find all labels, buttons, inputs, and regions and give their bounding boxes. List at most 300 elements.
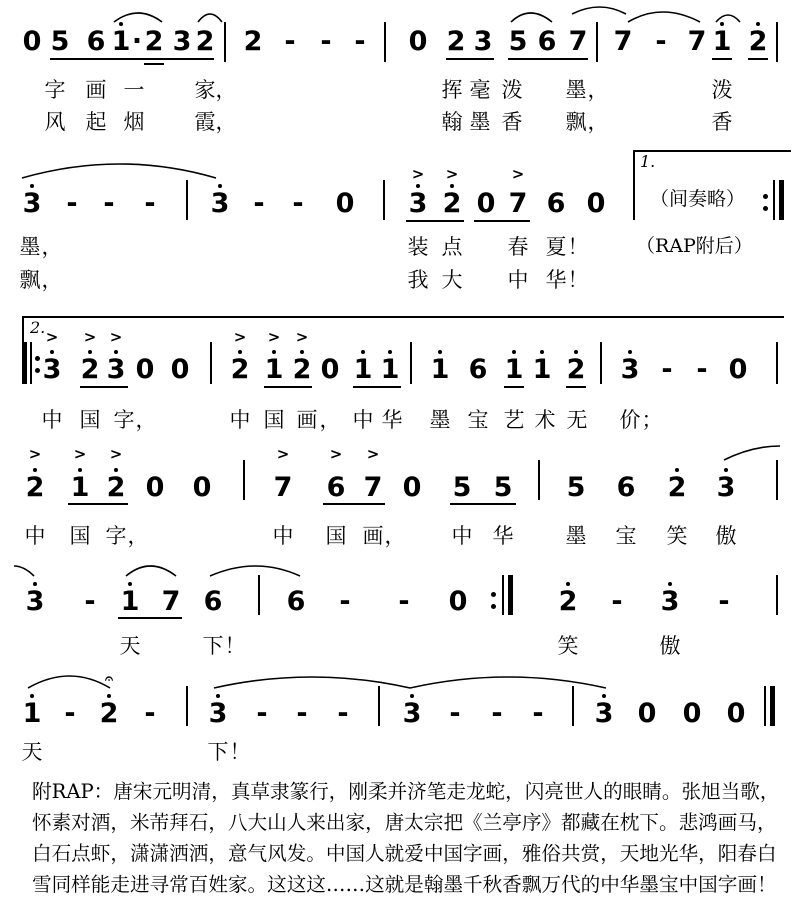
underline xyxy=(86,58,106,60)
barline xyxy=(502,575,504,615)
high-dot xyxy=(756,22,760,26)
barline xyxy=(224,22,226,62)
lyric: 字 xyxy=(113,408,135,432)
accent-mark: > xyxy=(109,445,123,463)
high-dot xyxy=(114,350,118,354)
final-barline xyxy=(779,180,784,220)
note: 0 xyxy=(448,586,468,617)
lyric: ， xyxy=(587,78,609,102)
accent-mark: > xyxy=(511,165,525,183)
note: 2 xyxy=(25,472,45,503)
slur xyxy=(410,677,606,688)
lyric: ， xyxy=(384,524,406,548)
underline xyxy=(446,58,494,60)
lyric: ！ xyxy=(224,634,246,658)
high-dot xyxy=(33,468,37,472)
dash: - xyxy=(256,698,268,729)
lyric: ； xyxy=(641,408,663,432)
dash: - xyxy=(253,188,265,219)
lyric: 风 xyxy=(44,110,66,134)
lyric: 春 xyxy=(507,235,529,259)
note: 7 xyxy=(568,26,588,57)
note: 7 xyxy=(161,586,181,617)
high-dot xyxy=(50,350,54,354)
high-dot xyxy=(218,184,222,188)
slur xyxy=(14,566,34,576)
lyric: ！ xyxy=(567,268,589,292)
lyric: 大 xyxy=(441,268,463,292)
dash: - xyxy=(284,26,296,57)
dash: - xyxy=(84,586,96,617)
high-dot xyxy=(128,582,132,586)
accent-mark: > xyxy=(295,328,309,346)
dash: - xyxy=(661,354,673,385)
lyric: 我 xyxy=(407,268,429,292)
note: 0 xyxy=(170,354,190,385)
lyric: 天 xyxy=(119,634,141,658)
barline xyxy=(633,150,635,220)
rap-text xyxy=(32,776,792,900)
rap-body: 唐宋元明清，真草隶篆行，刚柔并济笔走龙蛇，闪亮世人的眼睛。张旭当歌，怀素对酒，米芾拜石，八大山人来出家，唐太宗把《兰亭序》都藏在枕下。悲鸿画马，白石点虾，潇潇洒洒，意气风发。中国人就爱中国字画，雅俗共赏，天地光华，阳春白雪同样能走进寻常百姓家。这这这……这就是翰墨千秋香飘万代的中华墨宝中国字画！ xyxy=(32,780,780,896)
barline xyxy=(776,342,778,384)
barline xyxy=(773,180,775,220)
note: 2 xyxy=(446,26,466,57)
accent-mark: > xyxy=(28,445,42,463)
end-repeat-bar xyxy=(508,575,513,615)
accent-mark: > xyxy=(109,328,123,346)
lyric: 艺 xyxy=(503,408,525,432)
accent-mark: > xyxy=(233,328,247,346)
note: 6 xyxy=(326,472,346,503)
high-dot xyxy=(238,350,242,354)
high-dot xyxy=(107,694,111,698)
high-dot xyxy=(114,468,118,472)
lyric: 国 xyxy=(263,408,285,432)
underline xyxy=(450,503,516,505)
high-dot xyxy=(668,582,672,586)
note: 5 xyxy=(566,472,586,503)
slur xyxy=(572,7,626,14)
lyric: 华 xyxy=(492,524,514,548)
dash: - xyxy=(611,586,623,617)
accent-mark: > xyxy=(45,328,59,346)
lyric: 下 xyxy=(207,740,229,764)
note: 1 xyxy=(22,698,42,729)
lyric: 字 xyxy=(105,524,127,548)
lyric: 下 xyxy=(202,634,224,658)
note: 0 xyxy=(320,354,340,385)
lyric: ， xyxy=(135,408,157,432)
dash: - xyxy=(320,26,332,57)
lyric: 笑 xyxy=(666,524,688,548)
lyric: 中 xyxy=(352,408,374,432)
accent-mark: > xyxy=(366,445,380,463)
high-dot xyxy=(216,694,220,698)
lyric: 笑 xyxy=(557,634,579,658)
note: 5 xyxy=(508,26,528,57)
lyric: 飘 xyxy=(565,110,587,134)
lyric: 起 xyxy=(85,110,107,134)
lyric: 宝 xyxy=(467,408,489,432)
high-dot xyxy=(416,184,420,188)
note: 0 xyxy=(728,354,748,385)
high-dot xyxy=(566,582,570,586)
dash: - xyxy=(144,188,156,219)
note: 3 xyxy=(408,188,428,219)
note: 1 xyxy=(380,354,400,385)
dash: - xyxy=(144,698,156,729)
underline xyxy=(504,386,524,388)
note: 0 xyxy=(192,472,212,503)
dash: - xyxy=(337,698,349,729)
high-dot xyxy=(300,350,304,354)
accent-mark: > xyxy=(411,165,425,183)
lyric: 墨 xyxy=(565,524,587,548)
high-dot xyxy=(388,350,392,354)
note: 7 xyxy=(687,26,707,57)
lyric: ， xyxy=(41,268,63,292)
high-dot xyxy=(720,22,724,26)
barline xyxy=(776,460,778,500)
note: 2 xyxy=(99,698,119,729)
note: 3 xyxy=(25,586,45,617)
lyric: 霞 xyxy=(194,110,216,134)
note: 3 xyxy=(473,26,493,57)
note: 5 xyxy=(493,472,513,503)
lyric: 墨 xyxy=(19,235,41,259)
barline xyxy=(572,686,574,726)
note: 2 xyxy=(748,26,768,57)
underline xyxy=(264,386,312,388)
note: 3 xyxy=(106,354,126,385)
lyric: 中 xyxy=(451,524,473,548)
lyric: 字 xyxy=(44,78,66,102)
note: 6 xyxy=(468,354,488,385)
volta-label: 1. xyxy=(640,152,656,171)
lyric: 国 xyxy=(79,408,101,432)
note: 2 xyxy=(292,354,312,385)
underline xyxy=(144,63,164,65)
note: 0 xyxy=(402,472,422,503)
high-dot xyxy=(628,350,632,354)
final-barline xyxy=(770,686,775,726)
slur xyxy=(511,13,552,22)
dash: - xyxy=(696,354,708,385)
dash: - xyxy=(292,188,304,219)
lyric: 中 xyxy=(24,524,46,548)
note: 7 xyxy=(363,472,383,503)
barline xyxy=(378,686,380,726)
barline xyxy=(30,342,32,384)
note: 0 xyxy=(335,188,355,219)
accent-mark: > xyxy=(267,328,281,346)
note: 6 xyxy=(286,586,306,617)
barline xyxy=(410,342,412,384)
note: 2 xyxy=(566,354,586,385)
fermata-icon: 𝄐 xyxy=(105,671,113,687)
high-dot xyxy=(272,350,276,354)
dash: - xyxy=(339,586,351,617)
note: 1 xyxy=(532,354,552,385)
high-dot xyxy=(724,468,728,472)
barline xyxy=(764,686,766,726)
repeat-dot xyxy=(491,592,496,597)
lyric: 无 xyxy=(566,408,588,432)
note: 1 xyxy=(712,26,732,57)
dash: - xyxy=(64,698,76,729)
volta-label: 2. xyxy=(30,318,46,337)
high-dot xyxy=(512,350,516,354)
note: 3 xyxy=(22,188,42,219)
lyric: 天 xyxy=(21,740,43,764)
lyric: 国 xyxy=(69,524,91,548)
lyric: 毫 xyxy=(469,78,491,102)
lyric: 翰 xyxy=(441,110,463,134)
note: 3 xyxy=(172,26,192,57)
note: 3 xyxy=(594,698,614,729)
accent-mark: > xyxy=(445,165,459,183)
note: 3 xyxy=(402,698,422,729)
accent-mark: > xyxy=(73,445,87,463)
underline xyxy=(748,58,768,60)
underline xyxy=(118,617,182,619)
slur xyxy=(210,566,300,576)
note: 3 xyxy=(716,472,736,503)
lyric: 一 xyxy=(123,78,145,102)
dash: - xyxy=(532,698,544,729)
accent-mark: > xyxy=(276,445,290,463)
note: 1 xyxy=(264,354,284,385)
note: 3 xyxy=(210,188,230,219)
note: 0 xyxy=(637,698,657,729)
barline xyxy=(596,22,598,62)
high-dot xyxy=(410,694,414,698)
note: 0 xyxy=(408,26,428,57)
lyric: 中 xyxy=(272,524,294,548)
lyric: 傲 xyxy=(659,634,681,658)
lyric: 烟 xyxy=(123,110,145,134)
high-dot xyxy=(78,468,82,472)
note: 1 xyxy=(504,354,524,385)
note: 3 xyxy=(660,586,680,617)
underline xyxy=(508,58,588,60)
slur xyxy=(716,15,740,22)
lyric: ， xyxy=(215,110,237,134)
lyric: 飘 xyxy=(19,268,41,292)
lyric: 画 xyxy=(85,78,107,102)
note-dot: · xyxy=(131,26,143,57)
note: 0 xyxy=(145,472,165,503)
note: 3 xyxy=(42,354,62,385)
dash: - xyxy=(655,26,667,57)
dash: - xyxy=(296,698,308,729)
note: 6 xyxy=(86,26,106,57)
note: 0 xyxy=(22,26,42,57)
note: 7 xyxy=(273,472,293,503)
note: 6 xyxy=(537,26,557,57)
barline xyxy=(243,460,245,500)
lyric: 术 xyxy=(534,408,556,432)
accent-mark: > xyxy=(83,328,97,346)
note: 2 xyxy=(558,586,578,617)
lyric: ， xyxy=(319,408,341,432)
note: 2 xyxy=(80,354,100,385)
volta-bracket xyxy=(633,150,791,152)
repeat-dot xyxy=(763,194,768,199)
note: 7 xyxy=(508,188,528,219)
lyric: 华 xyxy=(545,268,567,292)
note: 1 xyxy=(353,354,373,385)
note: 2 xyxy=(230,354,250,385)
underline xyxy=(68,503,128,505)
lyric: 香 xyxy=(501,110,523,134)
note: 0 xyxy=(135,354,155,385)
lyric: 墨 xyxy=(469,110,491,134)
slur xyxy=(126,566,176,576)
lyric: 价 xyxy=(619,408,641,432)
underline xyxy=(353,386,401,388)
slur xyxy=(22,164,216,178)
lyric: 点 xyxy=(441,235,463,259)
note: 6 xyxy=(203,586,223,617)
lyric: 装 xyxy=(407,235,429,259)
barline xyxy=(186,686,188,726)
slur xyxy=(198,14,222,22)
note: 5 xyxy=(452,472,472,503)
note: 1 xyxy=(70,472,90,503)
barline xyxy=(600,342,602,384)
repeat-dot xyxy=(35,356,40,361)
note: 2 xyxy=(106,472,126,503)
high-dot xyxy=(450,184,454,188)
note: 2 xyxy=(195,26,215,57)
lyric: ， xyxy=(215,78,237,102)
high-dot xyxy=(438,350,442,354)
start-repeat-bar xyxy=(22,342,27,384)
note: 1 xyxy=(120,586,140,617)
lyric: 墨 xyxy=(565,78,587,102)
note: 6 xyxy=(546,188,566,219)
dash: - xyxy=(103,188,115,219)
lyric: 泼 xyxy=(711,78,733,102)
lyric: 中 xyxy=(41,408,63,432)
note: 5 xyxy=(50,26,70,57)
underline xyxy=(474,220,530,222)
lyric: 泼 xyxy=(501,78,523,102)
barline xyxy=(186,180,188,220)
barline xyxy=(384,22,386,62)
note: 2 xyxy=(243,26,263,57)
lyric: 中 xyxy=(507,268,529,292)
lyric: 挥 xyxy=(441,78,463,102)
note: 0 xyxy=(586,188,606,219)
lyric: ， xyxy=(587,110,609,134)
note: 3 xyxy=(620,354,640,385)
high-dot xyxy=(33,582,37,586)
note: 3 xyxy=(208,698,228,729)
dash: - xyxy=(449,698,461,729)
note: 7 xyxy=(613,26,633,57)
lyric: 华 xyxy=(381,408,403,432)
high-dot xyxy=(30,694,34,698)
lyric: ！ xyxy=(567,235,589,259)
repeat-dot xyxy=(35,368,40,373)
underline xyxy=(172,58,214,60)
note: 0 xyxy=(682,698,702,729)
lyric: 香 xyxy=(711,110,733,134)
barline xyxy=(258,575,260,615)
note: 6 xyxy=(616,472,636,503)
lyric: 国 xyxy=(325,524,347,548)
slur xyxy=(724,446,780,460)
high-dot xyxy=(574,350,578,354)
underline xyxy=(406,220,464,222)
slur xyxy=(628,12,700,22)
note: 1 xyxy=(430,354,450,385)
high-dot xyxy=(540,350,544,354)
high-dot xyxy=(30,184,34,188)
underline xyxy=(566,386,586,388)
note: 2 xyxy=(667,472,687,503)
high-dot xyxy=(88,350,92,354)
dash: - xyxy=(491,698,503,729)
note: 0 xyxy=(476,188,496,219)
lyric: 傲 xyxy=(715,524,737,548)
lyric: ！ xyxy=(229,740,251,764)
note: 0 xyxy=(726,698,746,729)
lyric: 画 xyxy=(362,524,384,548)
dash: - xyxy=(66,188,78,219)
dash: - xyxy=(718,586,730,617)
high-dot xyxy=(602,694,606,698)
high-dot xyxy=(119,22,123,26)
lyric: 墨 xyxy=(429,408,451,432)
note: 1 xyxy=(111,26,131,57)
high-dot xyxy=(361,350,365,354)
lyric: ， xyxy=(127,524,149,548)
barline xyxy=(210,342,212,384)
dash: - xyxy=(354,26,366,57)
barline xyxy=(383,180,385,220)
note: 2 xyxy=(442,188,462,219)
slur xyxy=(114,13,162,22)
high-dot xyxy=(675,468,679,472)
lyric: 夏 xyxy=(545,235,567,259)
repeat-dot xyxy=(491,604,496,609)
lyric-note: （RAP附后） xyxy=(636,235,753,257)
interlude-note: （间奏略） xyxy=(650,188,746,210)
underline xyxy=(712,58,732,60)
underline xyxy=(323,503,385,505)
dash: - xyxy=(398,586,410,617)
lyric: 画 xyxy=(296,408,318,432)
lyric: 宝 xyxy=(615,524,637,548)
slur xyxy=(28,676,110,688)
lyric: ， xyxy=(41,235,63,259)
accent-mark: > xyxy=(329,445,343,463)
repeat-dot xyxy=(763,206,768,211)
barline xyxy=(538,460,540,500)
underline xyxy=(80,386,128,388)
lyric: 家 xyxy=(194,78,216,102)
barline xyxy=(776,575,778,615)
rap-label: 附RAP： xyxy=(32,780,114,803)
note: 2 xyxy=(144,26,164,57)
volta-bracket xyxy=(22,316,784,318)
slur xyxy=(214,677,410,688)
barline xyxy=(776,22,778,62)
lyric: 中 xyxy=(229,408,251,432)
